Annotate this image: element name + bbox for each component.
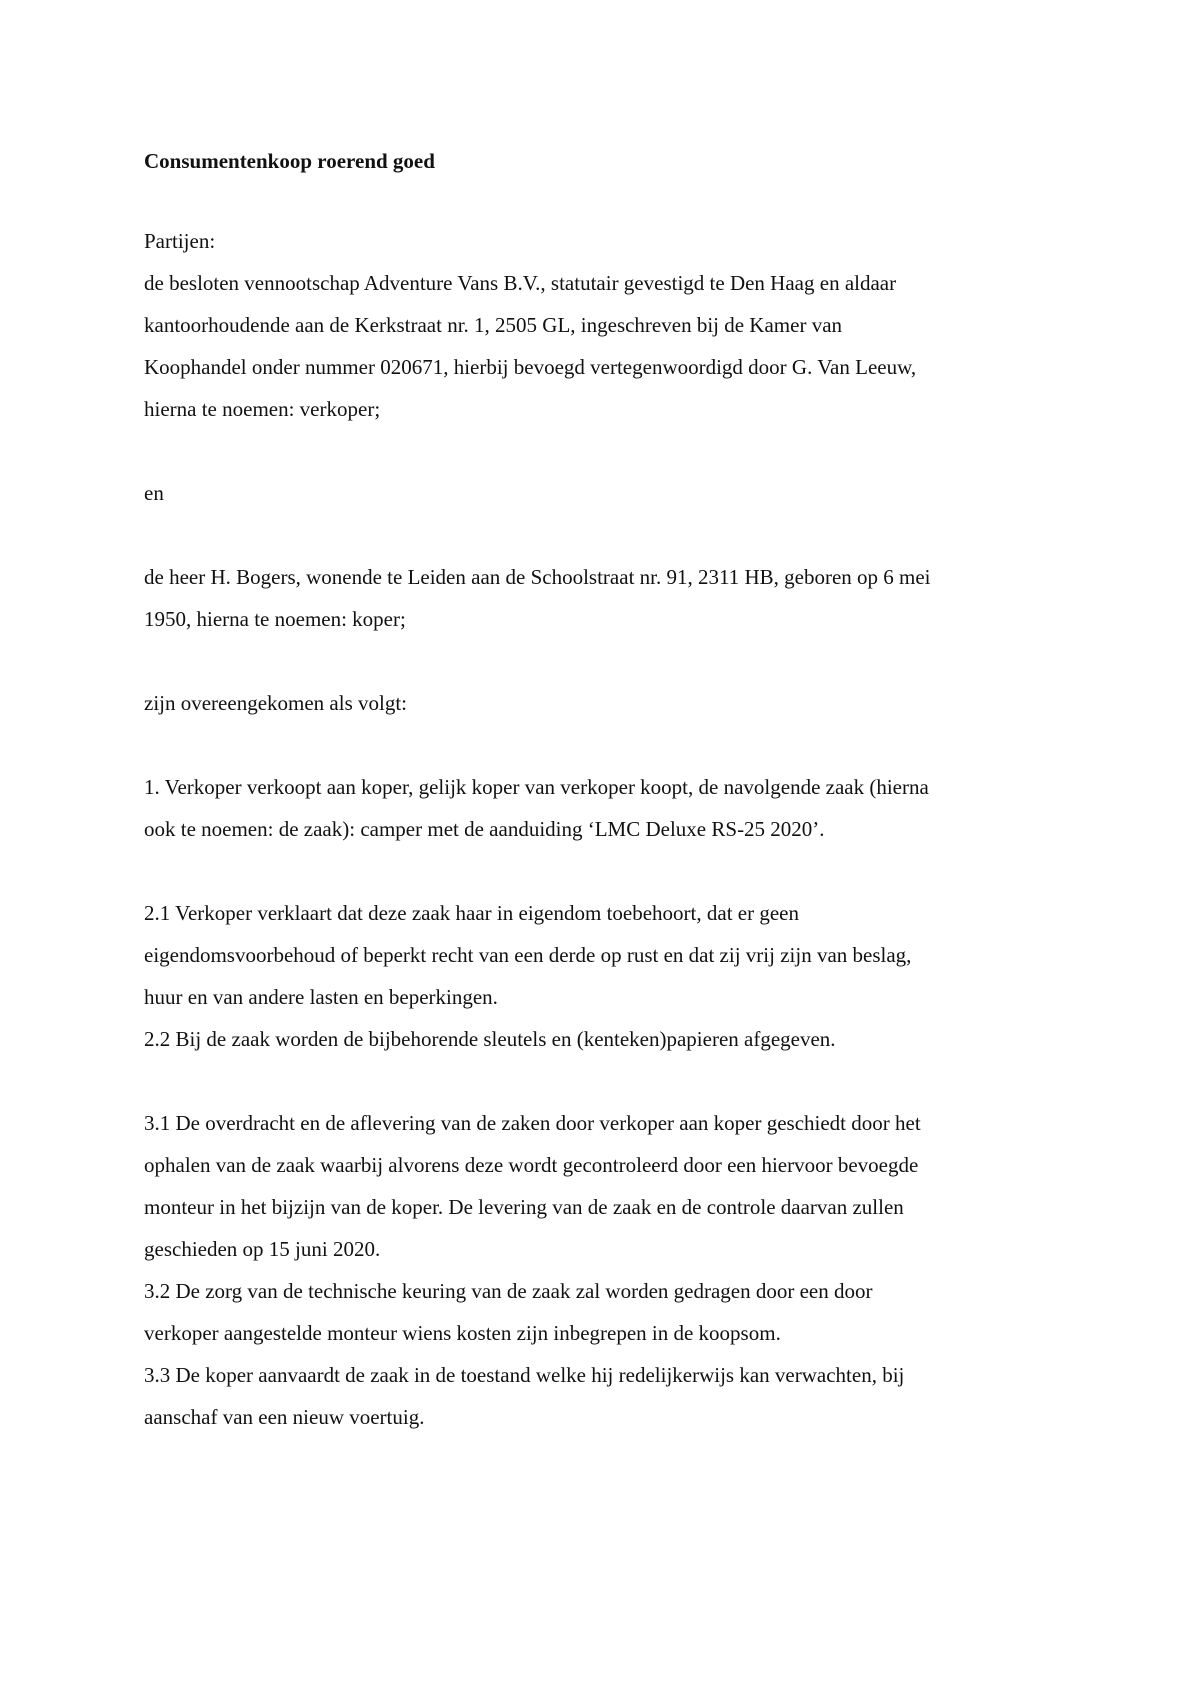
document-page [144,140,1074,1438]
spacer [144,182,1074,220]
clause-3 [144,1102,1074,1438]
clause-line: 3.1 De overdracht en de aflevering van de zaken door verkoper aan koper geschiedt door het [144,1111,921,1135]
clause-1 [144,766,1074,850]
spacer [144,430,1074,472]
clause-line: eigendomsvoorbehoud of beperkt recht van een derde op rust en dat zij vrij zijn van beslag, [144,943,912,967]
clause-line: verkoper aangestelde monteur wiens kosten zijn inbegrepen in de koopsom. [144,1321,781,1345]
buyer-line: de heer H. Bogers, wonende te Leiden aan de Schoolstraat nr. 91, 2311 HB, geboren op 6 mei [144,565,931,589]
clause-line: aanschaf van een nieuw voertuig. [144,1405,425,1429]
parties-label: Partijen: [144,229,216,253]
seller-line: kantoorhoudende aan de Kerkstraat nr. 1, 2505 GL, ingeschreven bij de Kamer van [144,313,843,337]
buyer-line: 1950, hierna te noemen: koper; [144,607,406,631]
spacer [144,724,1074,766]
buyer-paragraph [144,556,1074,640]
clause-line: 3.2 De zorg van de technische keuring van de zaak zal worden gedragen door een door [144,1279,873,1303]
spacer [144,514,1074,556]
seller-line: de besloten vennootschap Adventure Vans B.V., statutair gevestigd te Den Haag en aldaar [144,271,897,295]
seller-paragraph [144,262,1074,430]
seller-line: hierna te noemen: verkoper; [144,397,381,421]
spacer [144,850,1074,892]
document-title: Consumentenkoop roerend goed [144,149,435,173]
clause-line: 3.3 De koper aanvaardt de zaak in de toestand welke hij redelijkerwijs kan verwachten, bij [144,1363,905,1387]
spacer [144,640,1074,682]
clause-line: huur en van andere lasten en beperkingen. [144,985,498,1009]
seller-line: Koophandel onder nummer 020671, hierbij bevoegd vertegenwoordigd door G. Van Leeuw, [144,355,917,379]
agreed-label: zijn overeengekomen als volgt: [144,691,408,715]
clause-2 [144,892,1074,1060]
clause-line: monteur in het bijzijn van de koper. De levering van de zaak en de controle daarvan zullen [144,1195,904,1219]
spacer [144,1060,1074,1102]
clause-line: geschieden op 15 juni 2020. [144,1237,381,1261]
clause-line: ophalen van de zaak waarbij alvorens deze wordt gecontroleerd door een hiervoor bevoegde [144,1153,919,1177]
clause-line: 2.2 Bij de zaak worden de bijbehorende sleutels en (kenteken)papieren afgegeven. [144,1027,836,1051]
clause-line: ook te noemen: de zaak): camper met de aanduiding ‘LMC Deluxe RS-25 2020’. [144,817,825,841]
and-label: en [144,481,164,505]
clause-line: 1. Verkoper verkoopt aan koper, gelijk koper van verkoper koopt, de navolgende zaak (hierna [144,775,929,799]
clause-line: 2.1 Verkoper verklaart dat deze zaak haar in eigendom toebehoort, dat er geen [144,901,799,925]
